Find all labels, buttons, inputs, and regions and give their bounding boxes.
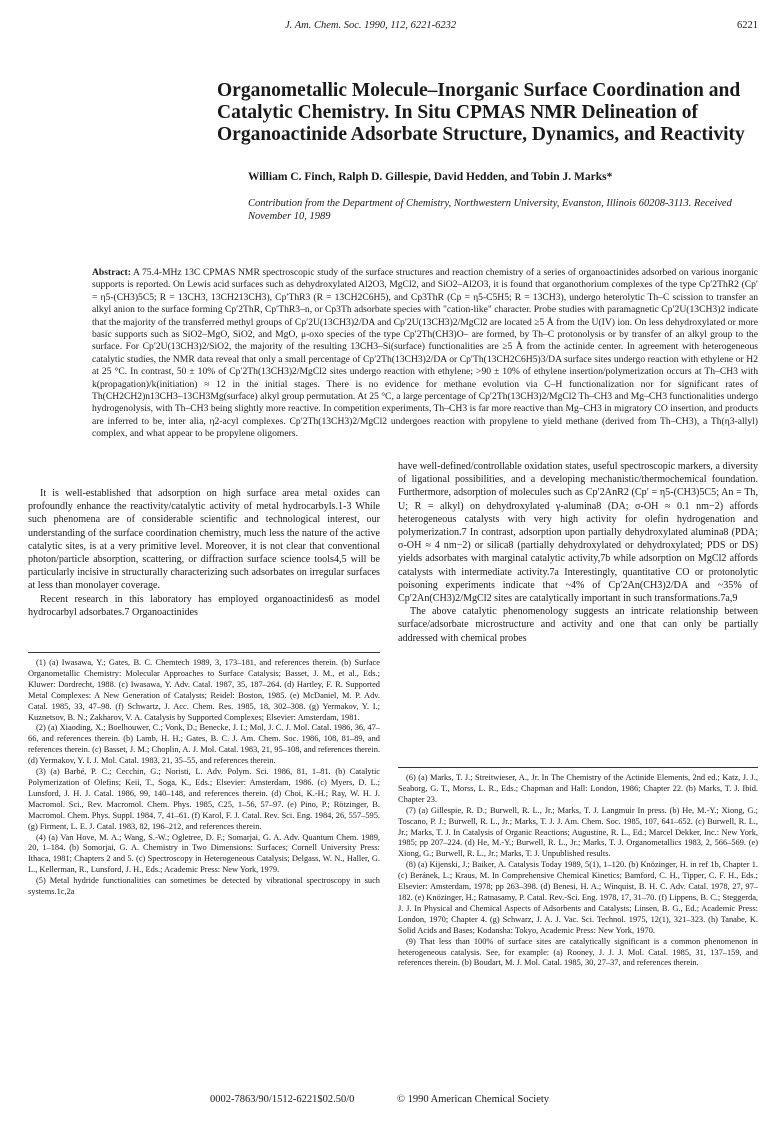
- article-title: Organometallic Molecule–Inorganic Surface Coordination and Catalytic Chemistry. In Situ CPMAS NMR Delineation of Organoactinide Adsorbate Structure, Dynamics, and Reactivity: [217, 80, 745, 145]
- footnote: (1) (a) Iwasawa, Y.; Gates, B. C. Chemtech 1989, 3, 173–181, and references therein. (b) Surface Organometallic Chemistry: Molecular Approaches to Surface Catalysis; Basset, J. M., et al., Eds.; Kluwer: Dordrecht, 1988. (c) Iwasawa, Y. Adv. Catal. 1987, 35, 187–264. (d) Hartley, F. R. Supported Metal Complexes: A New Generation of Catalysts; Reidel: Boston, 1985. (e) McDaniel, M. P. Adv. Catal. 1985, 33, 47–98. (f) Schwartz, J. Acc. Chem. Res. 1985, 18, 302–308. (g) Yermakov, Y. I.; Kuznetsov, B. N.; Zakharov, V. A. Catalysis by Supported Complexes; Elsevier: Amsterdam, 1981.: [28, 658, 380, 722]
- footnote-divider-right: [398, 767, 758, 768]
- page-footer: [210, 1094, 590, 1105]
- article-code: 0002-7863/90/1512-6221$02.50/0: [210, 1094, 355, 1105]
- article-authors: William C. Finch, Ralph D. Gillespie, David Hedden, and Tobin J. Marks*: [248, 171, 613, 183]
- abstract: [92, 267, 758, 441]
- footnote: (5) Metal hydride functionalities can sometimes be detected by vibrational spectroscopy in such systems.1c,2a: [28, 876, 380, 897]
- footnote: (6) (a) Marks, T. J.; Streitwieser, A., Jr. In The Chemistry of the Actinide Elements, 2nd ed.; Katz, J. J., Seaborg, G. T., Morss, L. R., Eds.; Chapman and Hall: London, 1986; Chapter 22. (b) Marks, T. J. Ibid. Chapter 23.: [398, 773, 758, 804]
- footnote: (8) (a) Kijenski, J.; Baiker, A. Catalysis Today 1989, 5(1), 1–120. (b) Knözinger, H. in ref 1b, Chapter 1. (c) Beránek, L.; Kraus, M. In Comprehensive Chemical Kinetics; Bamford, C. H., Tipper, C. F. H., Eds.; Elsevier: Amsterdam, 1978; pp 263–398. (d) Benesi, H. A.; Winquist, B. H. C. Adv. Catal. 1978, 27, 97–182. (e) Knözinger, H.; Ratnasamy, P. Catal. Rev.-Sci. Eng. 1978, 17, 31–70. (f) Lippens, B. C.; Steggerda, J. J. In Physical and Chemical Aspects of Adsorbents and Catalysts; Linsen, B. G., Ed.; Academic Press: London, 1970; Chapter 4. (g) Schwarz, J. A. J. Vac. Sci. Technol. 1975, 12(1), 321–323. (h) Tanabe, K. Solid Acids and Bases; Kodansha: Tokyo, Academic Press: New York, 1970.: [398, 860, 758, 935]
- abstract-label: Abstract:: [92, 267, 131, 278]
- copyright: © 1990 American Chemical Society: [397, 1094, 550, 1105]
- footnotes-right: [398, 773, 758, 969]
- body-paragraph: The above catalytic phenomenology suggests an intricate relationship between surface/adsorbate microstructure and activity and one that can only be partially addressed with chemical probes: [398, 606, 758, 644]
- page-number: 6221: [737, 20, 758, 31]
- running-header-journal: J. Am. Chem. Soc. 1990, 112, 6221-6232: [285, 20, 457, 31]
- footnote: (9) That less than 100% of surface sites are catalytically significant is a common phenomenon in heterogeneous catalysis. See, for example: (a) Rooney, J. J. J. Mol. Catal. 1985, 31, 137–159, and references therein. (b) Boudart, M. J. Mol. Catal. 1985, 30, 27–37, and references therein.: [398, 936, 758, 968]
- body-paragraph: It is well-established that adsorption on high surface area metal oxides can profoundly enhance the reactivity/catalytic activity of metal hydrocarbyls.1-3 While such phenomena are of considerable scientific and technological interest, our understanding of the surface coordination chemistry, much less the nature of the active catalytic sites, is at a very primitive level. Moreover, it is not clear that conventional photon/particle absorption, scattering, or diffraction surface science tools4,5 will be particularly incisive in structurally characterizing such adsorbates on irregular surfaces at less than monolayer coverage.: [28, 488, 380, 592]
- article-affiliation: Contribution from the Department of Chemistry, Northwestern University, Evanston, Illinois 60208-3113. Received November 10, 1989: [248, 198, 732, 222]
- body-paragraph: Recent research in this laboratory has employed organoactinides6 as model hydrocarbyl adsorbates.7 Organoactinides: [28, 593, 380, 618]
- footnote: (4) (a) Van Hove, M. A.; Wang, S.-W.; Ogletree, D. F.; Somarjai, G. A. Adv. Quantum Chem. 1989, 20, 1–184. (b) Somorjai, G. A. Chemistry in Two Dimensions: Surfaces; Cornell University Press: Ithaca, 1981; Chapters 2 and 5. (c) Spectroscopy in Heterogeneous Catalysis; Delgass, W. N., Haller, G. L., Kellerman, R., Lunsford, J. H., Eds.; Academic Press: New York, 1979.: [28, 832, 380, 875]
- footnote: (3) (a) Barbé, P. C.; Cecchin, G.; Noristi, L. Adv. Polym. Sci. 1986, 81, 1–81. (b) Catalytic Polymerization of Olefins; Keii, T., Soga, K., Eds.; Elsevier: Amsterdam, 1986. (c) Myers, D. L.; Lunsford, J. H. J. Catal. 1986, 99, 140–148, and references therein. (d) Choi, K.-H.; Ray, W. H. J. Macromol. Sci., Rev. Macromol. Chem. Phys. 1985, C25, 1–56, 57–97. (e) Pino, P.; Rötzinger, B. Macromol. Chem. Phys. Suppl. 1984, 7, 41–61. (f) Karol, F. J. Catal. Rev. Sci. Eng. 1984, 26, 557–595. (g) Firment, L. E. J. Catal. 1983, 82, 196–212, and references therein.: [28, 767, 380, 831]
- footnotes-left: [28, 658, 380, 898]
- body-column-right: [398, 460, 758, 645]
- body-paragraph: have well-defined/controllable oxidation states, useful spectroscopic markers, a diversity of ligational possibilities, and a developing mechanistic/thermochemical foundation. Furthermore, adsorption of molecules such as Cp′2AnR2 (Cp′ = η5-(CH3)5C5; An = Th, U; R = alkyl) on dehydroxylated γ-alumina8 (DA; σ-OH ≈ 0.1 nm−2) affords heterogeneous catalysts with very high activity for olefin hydrogenation and polymerization.7 In contrast, adsorption upon partially dehydroxylated alumina8 (PDA; σ-OH ≈ 4 nm−2) or silica8 (partially dehydroxylated or dehydroxylated; PDS or DS) yields adsorbates with marginal catalytic activity,7b while adsorption on MgCl2 affords catalysts with intermediate activity.7a Interestingly, quantitative CO or protonolytic poisoning experiments indicate that ~4% of Cp′2An(CH3)2/DA and ~35% of Cp′2An(CH3)2/MgCl2 sites are catalytically important in such transformations.7a,9: [398, 461, 758, 605]
- footnote: (2) (a) Xiaoding, X.; Boelhouwer, C.; Vonk, D.; Benecke, J. I.; Mol, J. C. J. Mol. Catal. 1986, 36, 47–66, and references therein. (b) Lamb, H. H.; Gates, B. C. J. Am. Chem. Soc. 1986, 108, 81–89, and references therein. (c) Basset, J. M.; Choplin, A. J. Mol. Catal. 1983, 21, 95–108, and references therein. (d) Yermakov, Y. I. J. Mol. Catal. 1983, 21, 35–55, and references therein.: [28, 723, 380, 766]
- footnote-divider-left: [28, 652, 380, 653]
- abstract-text: A 75.4-MHz 13C CPMAS NMR spectroscopic study of the surface structures and reaction chemistry of a series of organoactinides adsorbed on various inorganic supports is reported. On Lewis acid surfaces such as dehydroxylated Al2O3, MgCl2, and SiO2–Al2O3, it is found that organothorium complexes of the type Cp′2ThR2 (Cp′ = η5-(CH3)5C5; R = 13CH3, 13CH213CH3), Cp′ThR3 (R = 13CH2C6H5), and Cp3ThR (Cp = η5-C5H5; R = 13CH3), undergo heterolytic Th–C scission to transfer an alkyl anion to the surface forming Cp′2ThR, Cp′ThR3–n, or Cp3Th adsorbate species with "cation-like" character. Probe studies with paramagnetic Cp′2U(13CH3)2 indicate that the majority of the transferred methyl groups of Cp′2U(13CH3)2/DA and Cp′2U(13CH3)2/MgCl2 are located ≥5 Å from the U(IV) ion. On less dehydroxylated or more basic supports such as SiO2–MgO, SiO2, and MgO, μ-oxo species of the type Cp′2Th(CH3)O– are formed, by Th–C protonolysis or by transfer of an alkyl group to the surface. For Cp′2U(13CH3)2/SiO2, the majority of the resulting 13CH3–Si(surface) functionalities are ≥5 Å from the actinide center. In agreement with heterogeneous catalytic studies, the NMR data reveal that only a small percentage of Cp′2Th(13CH3)2/DA or Cp′Th(13CH2C6H5)3/DA surface sites undergo reaction with ethylene or H2 at 25 °C. In contrast, 50 ± 10% of Cp′2Th(13CH3)2/MgCl2 sites undergo reaction with ethylene; >90 ± 10% of ethylene insertion/polymerization occurs at Th–CH3 with k(propagation)/k(initiation) ≈ 12 in the initial stages. There is no evidence for methane evolution via C–H functionalization nor for significant rates of Th(CH2CH2)n13CH3–13CH3Mg(surface) alkyl group permutation. At 25 °C, a large percentage of Cp′2Th(13CH3)2/MgCl2 Th–CH3 and Mg–CH3 functionalities undergo hydrogenolysis, with Th–CH3 being slightly more reactive. In competition experiments, Th–CH3 is far more reactive than Mg–CH3 in migratory CO insertion, and products are inferred to be, inter alia, η2-acyl complexes. Cp′2Th(13CH3)2/MgCl2 undergoes reaction with propylene to yield methane (derived from Th–CH3), a Th(η3-allyl) complex, and what appear to be propylene oligomers.: [92, 267, 759, 440]
- footnote: (7) (a) Gillespie, R. D.; Burwell, R. L., Jr.; Marks, T. J. Langmuir In press. (b) He, M.-Y.; Xiong, G.; Toscano, P. J.; Burwell, R. L., Jr.; Marks, T. J. J. Am. Chem. Soc. 1985, 107, 641–652. (c) Burwell, R. L., Jr.; Marks, T. J. In Catalysis of Organic Reactions; Augustine, R. L., Ed.; Marcel Dekker, Inc.: New York, 1985; pp 207–224. (d) He, M.-Y.; Burwell, R. L., Jr.; Marks, T. J. Organometallics 1983, 2, 566–569. (e) Xiong, G.; Burwell, R. L., Jr.; Marks, T. J. Unpublished results.: [398, 805, 758, 859]
- body-column-left: [28, 487, 380, 619]
